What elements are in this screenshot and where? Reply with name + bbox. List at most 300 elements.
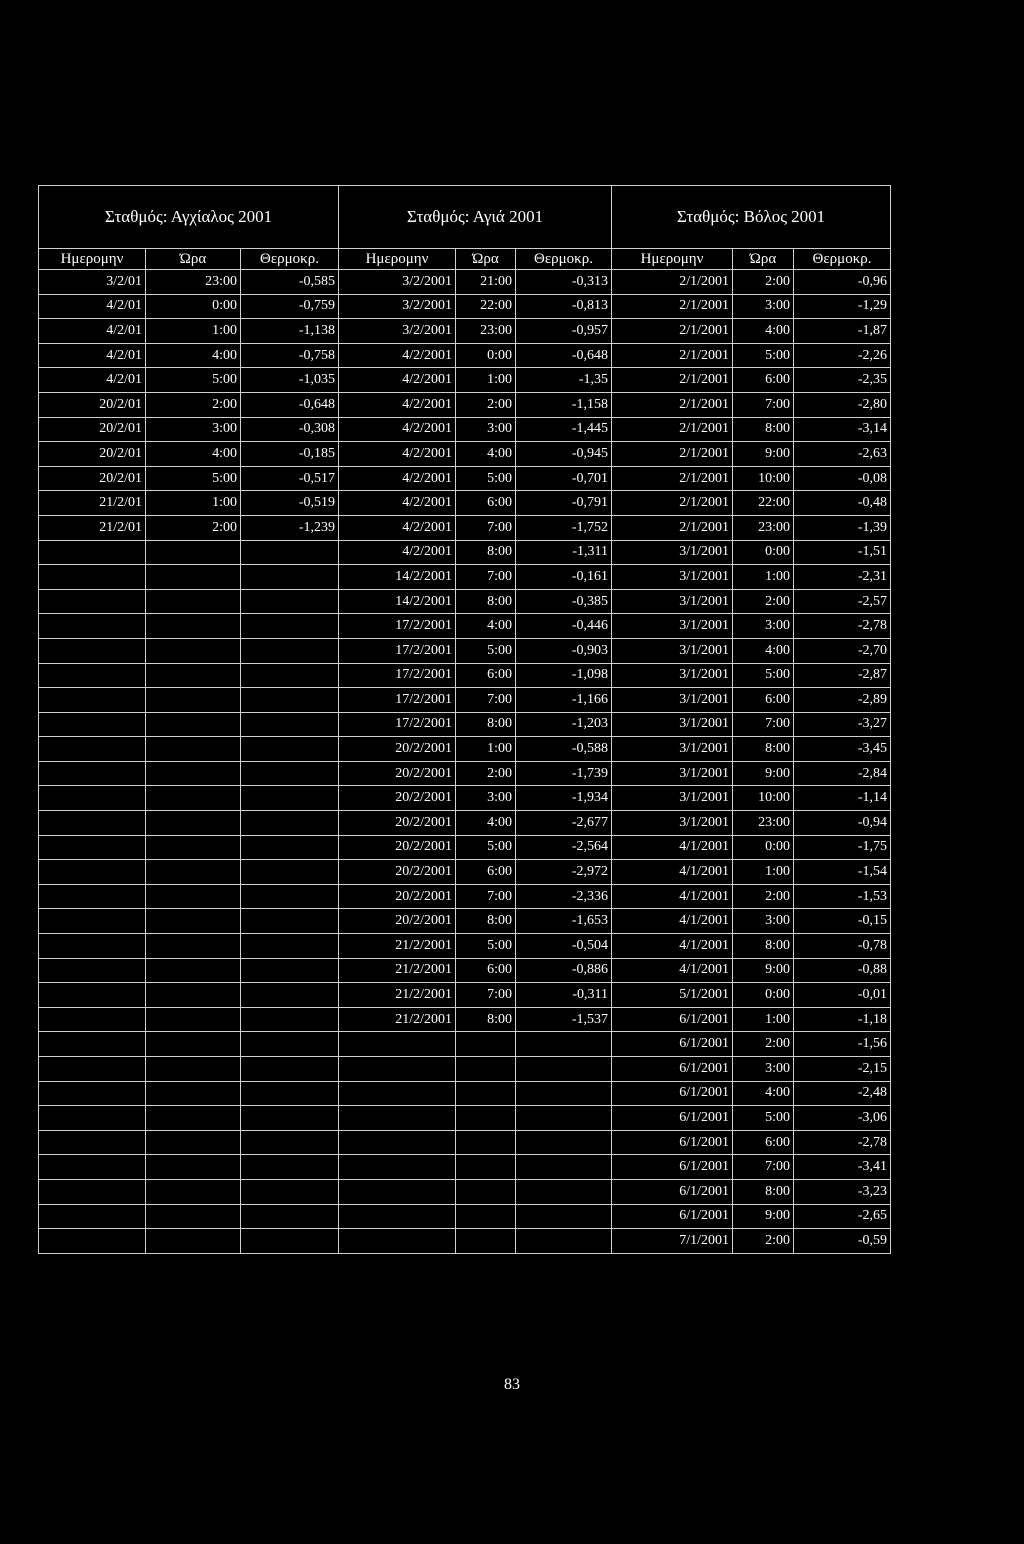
table-cell xyxy=(456,1204,516,1229)
table-cell: 20/2/01 xyxy=(39,417,146,442)
table-row xyxy=(39,786,891,811)
table-cell: -1,138 xyxy=(241,319,339,344)
table-cell xyxy=(146,835,241,860)
table-cell: 5:00 xyxy=(733,1106,794,1131)
table-cell: 4/2/01 xyxy=(39,343,146,368)
table-row xyxy=(39,958,891,983)
table-cell: 3/1/2001 xyxy=(612,712,733,737)
table-cell xyxy=(146,638,241,663)
table-cell: 2:00 xyxy=(733,1229,794,1254)
table-cell: -0,701 xyxy=(516,466,612,491)
column-header: Θερμοκρ. xyxy=(516,249,612,270)
table-cell: -0,48 xyxy=(794,491,891,516)
table-cell xyxy=(339,1057,456,1082)
table-cell: 1:00 xyxy=(146,319,241,344)
table-cell xyxy=(241,1081,339,1106)
table-cell xyxy=(39,835,146,860)
table-cell xyxy=(146,1204,241,1229)
table-cell: 2:00 xyxy=(733,270,794,295)
table-cell: 5:00 xyxy=(733,663,794,688)
table-cell: -2,31 xyxy=(794,565,891,590)
table-cell xyxy=(516,1106,612,1131)
table-cell: 3/1/2001 xyxy=(612,688,733,713)
table-cell: 1:00 xyxy=(733,1007,794,1032)
table-row xyxy=(39,368,891,393)
table-cell: 10:00 xyxy=(733,466,794,491)
table-row xyxy=(39,417,891,442)
table-cell: 7:00 xyxy=(456,565,516,590)
table-cell: 7:00 xyxy=(733,392,794,417)
table-cell xyxy=(456,1155,516,1180)
table-cell: 2:00 xyxy=(456,392,516,417)
table-row xyxy=(39,712,891,737)
table-cell: 4:00 xyxy=(733,319,794,344)
table-cell: 4/2/2001 xyxy=(339,417,456,442)
table-cell xyxy=(146,934,241,959)
table-cell: -2,336 xyxy=(516,884,612,909)
column-header: Θερμοκρ. xyxy=(241,249,339,270)
table-cell: 3/2/2001 xyxy=(339,294,456,319)
table-cell: 4/2/2001 xyxy=(339,368,456,393)
table-cell: 2:00 xyxy=(146,515,241,540)
table-cell xyxy=(516,1081,612,1106)
table-cell xyxy=(456,1081,516,1106)
table-cell: -0,945 xyxy=(516,442,612,467)
table-cell: -0,758 xyxy=(241,343,339,368)
table-cell: 2/1/2001 xyxy=(612,515,733,540)
table-cell xyxy=(146,860,241,885)
table-cell: 4/2/2001 xyxy=(339,466,456,491)
table-cell: 6:00 xyxy=(456,860,516,885)
table-cell: 2:00 xyxy=(733,589,794,614)
table-cell: 23:00 xyxy=(733,515,794,540)
table-cell: 2:00 xyxy=(146,392,241,417)
table-row xyxy=(39,491,891,516)
table-cell: -2,677 xyxy=(516,811,612,836)
table-cell: 3/1/2001 xyxy=(612,614,733,639)
table-cell: -2,70 xyxy=(794,638,891,663)
table-row xyxy=(39,688,891,713)
table-row xyxy=(39,884,891,909)
table-cell: 23:00 xyxy=(456,319,516,344)
table-cell: -1,18 xyxy=(794,1007,891,1032)
table-cell: 1:00 xyxy=(456,368,516,393)
table-cell: -1,158 xyxy=(516,392,612,417)
table-cell: -2,26 xyxy=(794,343,891,368)
table-cell xyxy=(39,761,146,786)
table-cell: 9:00 xyxy=(733,958,794,983)
table-cell: 10:00 xyxy=(733,786,794,811)
table-body xyxy=(39,270,891,1254)
table-cell: 6/1/2001 xyxy=(612,1081,733,1106)
table-cell: 3:00 xyxy=(733,614,794,639)
column-header: Ημερομην xyxy=(612,249,733,270)
table-cell xyxy=(146,1179,241,1204)
table-cell xyxy=(146,884,241,909)
table-cell: 4:00 xyxy=(456,614,516,639)
column-header: Ώρα xyxy=(456,249,516,270)
table-row xyxy=(39,663,891,688)
table-cell: -0,517 xyxy=(241,466,339,491)
table-cell xyxy=(241,1204,339,1229)
table-cell xyxy=(339,1155,456,1180)
table-row xyxy=(39,540,891,565)
table-cell xyxy=(339,1130,456,1155)
table-row xyxy=(39,565,891,590)
table-cell: -1,39 xyxy=(794,515,891,540)
table-cell xyxy=(241,1179,339,1204)
column-header: Ώρα xyxy=(733,249,794,270)
table-cell: 5:00 xyxy=(456,638,516,663)
table-cell: 0:00 xyxy=(146,294,241,319)
table-cell xyxy=(339,1204,456,1229)
table-cell: 0:00 xyxy=(733,983,794,1008)
table-cell xyxy=(456,1106,516,1131)
table-cell: -2,87 xyxy=(794,663,891,688)
table-cell: -3,06 xyxy=(794,1106,891,1131)
table-cell: 4:00 xyxy=(456,811,516,836)
column-header: Θερμοκρ. xyxy=(794,249,891,270)
table-cell: 20/2/2001 xyxy=(339,786,456,811)
table-cell: 8:00 xyxy=(733,1179,794,1204)
table-cell: -0,504 xyxy=(516,934,612,959)
table-cell: 20/2/2001 xyxy=(339,884,456,909)
table-cell xyxy=(241,737,339,762)
table-cell xyxy=(39,1130,146,1155)
table-cell xyxy=(39,1032,146,1057)
table-cell: 4:00 xyxy=(146,343,241,368)
table-cell: 8:00 xyxy=(456,909,516,934)
table-cell xyxy=(146,958,241,983)
table-cell: 21:00 xyxy=(456,270,516,295)
table-row xyxy=(39,835,891,860)
table-cell xyxy=(146,761,241,786)
table-cell xyxy=(241,1007,339,1032)
table-row xyxy=(39,343,891,368)
table-cell: 8:00 xyxy=(733,417,794,442)
table-cell xyxy=(39,811,146,836)
table-cell: 17/2/2001 xyxy=(339,614,456,639)
table-cell: -0,313 xyxy=(516,270,612,295)
table-cell: 3/1/2001 xyxy=(612,540,733,565)
table-cell: -0,759 xyxy=(241,294,339,319)
table-cell: 4/2/2001 xyxy=(339,540,456,565)
table-cell xyxy=(39,1229,146,1254)
table-cell: 4/2/2001 xyxy=(339,442,456,467)
table-cell xyxy=(146,1229,241,1254)
table-cell: 0:00 xyxy=(456,343,516,368)
table-cell xyxy=(146,1130,241,1155)
table-row xyxy=(39,1229,891,1254)
table-cell: 3/1/2001 xyxy=(612,811,733,836)
table-cell: -0,59 xyxy=(794,1229,891,1254)
table-cell: -2,564 xyxy=(516,835,612,860)
table-cell: 4/1/2001 xyxy=(612,958,733,983)
table-cell: 4/2/01 xyxy=(39,319,146,344)
table-cell: 8:00 xyxy=(456,712,516,737)
table-cell: 6:00 xyxy=(733,368,794,393)
table-cell: -2,80 xyxy=(794,392,891,417)
table-cell: 4/1/2001 xyxy=(612,934,733,959)
table-cell: 3/1/2001 xyxy=(612,663,733,688)
table-cell xyxy=(146,1007,241,1032)
table-cell: 9:00 xyxy=(733,761,794,786)
temperature-table xyxy=(38,185,891,1254)
table-cell: 4/2/2001 xyxy=(339,491,456,516)
table-row xyxy=(39,1179,891,1204)
table-cell: 4:00 xyxy=(733,638,794,663)
table-cell: 14/2/2001 xyxy=(339,589,456,614)
table-cell xyxy=(39,983,146,1008)
table-cell xyxy=(456,1032,516,1057)
table-cell: -0,791 xyxy=(516,491,612,516)
table-cell: -2,15 xyxy=(794,1057,891,1082)
table-row xyxy=(39,1057,891,1082)
table-cell: 20/2/2001 xyxy=(339,761,456,786)
table-cell: 17/2/2001 xyxy=(339,712,456,737)
table-cell: 6:00 xyxy=(733,688,794,713)
table-cell: 4:00 xyxy=(456,442,516,467)
table-cell xyxy=(146,688,241,713)
table-cell xyxy=(146,1081,241,1106)
table-cell: 6:00 xyxy=(733,1130,794,1155)
table-cell xyxy=(241,1130,339,1155)
table-cell: -0,185 xyxy=(241,442,339,467)
table-row xyxy=(39,1155,891,1180)
table-cell: 3:00 xyxy=(733,294,794,319)
table-cell: 2/1/2001 xyxy=(612,442,733,467)
station-header-row xyxy=(39,186,891,249)
table-cell: -2,89 xyxy=(794,688,891,713)
table-cell xyxy=(241,688,339,713)
table-cell: 3/1/2001 xyxy=(612,761,733,786)
table-cell: 7:00 xyxy=(456,515,516,540)
table-row xyxy=(39,392,891,417)
table-cell: -1,537 xyxy=(516,1007,612,1032)
table-cell xyxy=(39,1081,146,1106)
table-cell xyxy=(241,589,339,614)
table-cell: -0,446 xyxy=(516,614,612,639)
table-cell: -0,886 xyxy=(516,958,612,983)
table-cell: 0:00 xyxy=(733,540,794,565)
table-cell: -0,385 xyxy=(516,589,612,614)
table-cell: 9:00 xyxy=(733,442,794,467)
table-cell: 1:00 xyxy=(456,737,516,762)
table-cell: 20/2/2001 xyxy=(339,835,456,860)
table-cell: 5:00 xyxy=(456,835,516,860)
table-cell: -0,96 xyxy=(794,270,891,295)
table-cell xyxy=(39,638,146,663)
table-cell: 3/1/2001 xyxy=(612,565,733,590)
table-row xyxy=(39,294,891,319)
table-cell: -2,63 xyxy=(794,442,891,467)
table-cell xyxy=(39,860,146,885)
table-cell: 14/2/2001 xyxy=(339,565,456,590)
table-cell xyxy=(39,1007,146,1032)
table-cell: 20/2/01 xyxy=(39,392,146,417)
table-cell: 22:00 xyxy=(733,491,794,516)
table-cell xyxy=(241,663,339,688)
table-cell: -0,957 xyxy=(516,319,612,344)
table-cell: 3/2/01 xyxy=(39,270,146,295)
table-cell: 6:00 xyxy=(456,958,516,983)
table-cell: 3/1/2001 xyxy=(612,638,733,663)
table-cell: -1,445 xyxy=(516,417,612,442)
table-cell: 2:00 xyxy=(733,884,794,909)
table-cell: -2,78 xyxy=(794,614,891,639)
table-cell: 2/1/2001 xyxy=(612,491,733,516)
table-cell xyxy=(39,786,146,811)
table-cell xyxy=(39,589,146,614)
table-cell: 21/2/2001 xyxy=(339,958,456,983)
table-cell: 8:00 xyxy=(456,1007,516,1032)
table-cell xyxy=(516,1057,612,1082)
table-cell: 1:00 xyxy=(146,491,241,516)
table-cell: 4/1/2001 xyxy=(612,835,733,860)
table-cell: -2,35 xyxy=(794,368,891,393)
table-cell: 1:00 xyxy=(733,860,794,885)
table-cell xyxy=(456,1179,516,1204)
table-cell xyxy=(39,1057,146,1082)
table-cell: -1,14 xyxy=(794,786,891,811)
table-cell: 17/2/2001 xyxy=(339,638,456,663)
table-cell xyxy=(146,983,241,1008)
table-cell xyxy=(39,958,146,983)
table-cell: -0,94 xyxy=(794,811,891,836)
table-cell: -1,51 xyxy=(794,540,891,565)
table-cell: 20/2/2001 xyxy=(339,909,456,934)
table-cell: -1,752 xyxy=(516,515,612,540)
column-header: Ώρα xyxy=(146,249,241,270)
table-cell xyxy=(241,565,339,590)
table-cell: -0,903 xyxy=(516,638,612,663)
table-row xyxy=(39,737,891,762)
table-cell: 5:00 xyxy=(456,466,516,491)
table-cell: 3:00 xyxy=(733,909,794,934)
table-cell: 4/1/2001 xyxy=(612,909,733,934)
table-cell xyxy=(339,1081,456,1106)
table-cell xyxy=(39,540,146,565)
table-row xyxy=(39,909,891,934)
table-cell xyxy=(516,1204,612,1229)
table-row xyxy=(39,1007,891,1032)
table-cell: -1,035 xyxy=(241,368,339,393)
table-cell xyxy=(241,614,339,639)
table-cell xyxy=(146,909,241,934)
table-cell xyxy=(241,860,339,885)
table-cell xyxy=(339,1229,456,1254)
table-row xyxy=(39,1106,891,1131)
table-cell: -2,78 xyxy=(794,1130,891,1155)
table-cell: -1,87 xyxy=(794,319,891,344)
table-cell: 6/1/2001 xyxy=(612,1179,733,1204)
table-cell: 20/2/01 xyxy=(39,442,146,467)
table-cell: 20/2/2001 xyxy=(339,811,456,836)
table-cell xyxy=(39,712,146,737)
table-cell: 21/2/2001 xyxy=(339,1007,456,1032)
table-cell: 23:00 xyxy=(733,811,794,836)
table-cell xyxy=(241,761,339,786)
table-cell: 17/2/2001 xyxy=(339,688,456,713)
table-row xyxy=(39,934,891,959)
table-cell xyxy=(339,1032,456,1057)
table-cell xyxy=(39,1155,146,1180)
table-cell xyxy=(39,934,146,959)
table-cell: -2,57 xyxy=(794,589,891,614)
table-cell: -0,88 xyxy=(794,958,891,983)
table-cell xyxy=(39,1204,146,1229)
table-cell: -3,45 xyxy=(794,737,891,762)
table-cell xyxy=(241,1106,339,1131)
table-cell: 5:00 xyxy=(456,934,516,959)
table-row xyxy=(39,1204,891,1229)
table-cell xyxy=(241,1155,339,1180)
table-cell xyxy=(39,663,146,688)
table-row xyxy=(39,515,891,540)
table-cell: 21/2/2001 xyxy=(339,983,456,1008)
table-cell: -1,35 xyxy=(516,368,612,393)
table-cell: 7/1/2001 xyxy=(612,1229,733,1254)
table-cell: -0,585 xyxy=(241,270,339,295)
table-cell: -0,161 xyxy=(516,565,612,590)
table-cell: 4:00 xyxy=(146,442,241,467)
table-cell xyxy=(241,934,339,959)
table-row xyxy=(39,1081,891,1106)
table-cell xyxy=(146,663,241,688)
table-cell xyxy=(241,958,339,983)
table-cell: 21/2/01 xyxy=(39,491,146,516)
table-cell: -0,15 xyxy=(794,909,891,934)
table-cell: 9:00 xyxy=(733,1204,794,1229)
table-cell xyxy=(39,909,146,934)
table-cell: -3,27 xyxy=(794,712,891,737)
table-cell: 3/1/2001 xyxy=(612,589,733,614)
table-cell xyxy=(39,884,146,909)
table-cell: 2/1/2001 xyxy=(612,294,733,319)
table-cell xyxy=(146,540,241,565)
table-cell: -0,813 xyxy=(516,294,612,319)
table-cell: -0,588 xyxy=(516,737,612,762)
table-cell xyxy=(339,1106,456,1131)
table-row xyxy=(39,442,891,467)
table-cell xyxy=(146,1106,241,1131)
table-cell: 3/2/2001 xyxy=(339,270,456,295)
table-cell: 8:00 xyxy=(733,737,794,762)
table-cell: 4/1/2001 xyxy=(612,884,733,909)
table-cell: 3:00 xyxy=(456,417,516,442)
table-row xyxy=(39,319,891,344)
table-cell xyxy=(39,737,146,762)
table-cell: 2/1/2001 xyxy=(612,466,733,491)
table-cell: 2/1/2001 xyxy=(612,343,733,368)
table-cell: 20/2/2001 xyxy=(339,737,456,762)
table-cell: 2/1/2001 xyxy=(612,392,733,417)
table-cell: 3:00 xyxy=(733,1057,794,1082)
table-cell: 3/1/2001 xyxy=(612,786,733,811)
table-cell: -2,972 xyxy=(516,860,612,885)
table-cell: 7:00 xyxy=(456,688,516,713)
table-cell: -0,308 xyxy=(241,417,339,442)
table-cell: 5:00 xyxy=(146,466,241,491)
table-cell xyxy=(516,1179,612,1204)
table-cell: 6/1/2001 xyxy=(612,1130,733,1155)
table-row xyxy=(39,589,891,614)
table-cell: -3,14 xyxy=(794,417,891,442)
table-row xyxy=(39,761,891,786)
table-row xyxy=(39,638,891,663)
table-cell: 6/1/2001 xyxy=(612,1204,733,1229)
table-cell: -0,78 xyxy=(794,934,891,959)
